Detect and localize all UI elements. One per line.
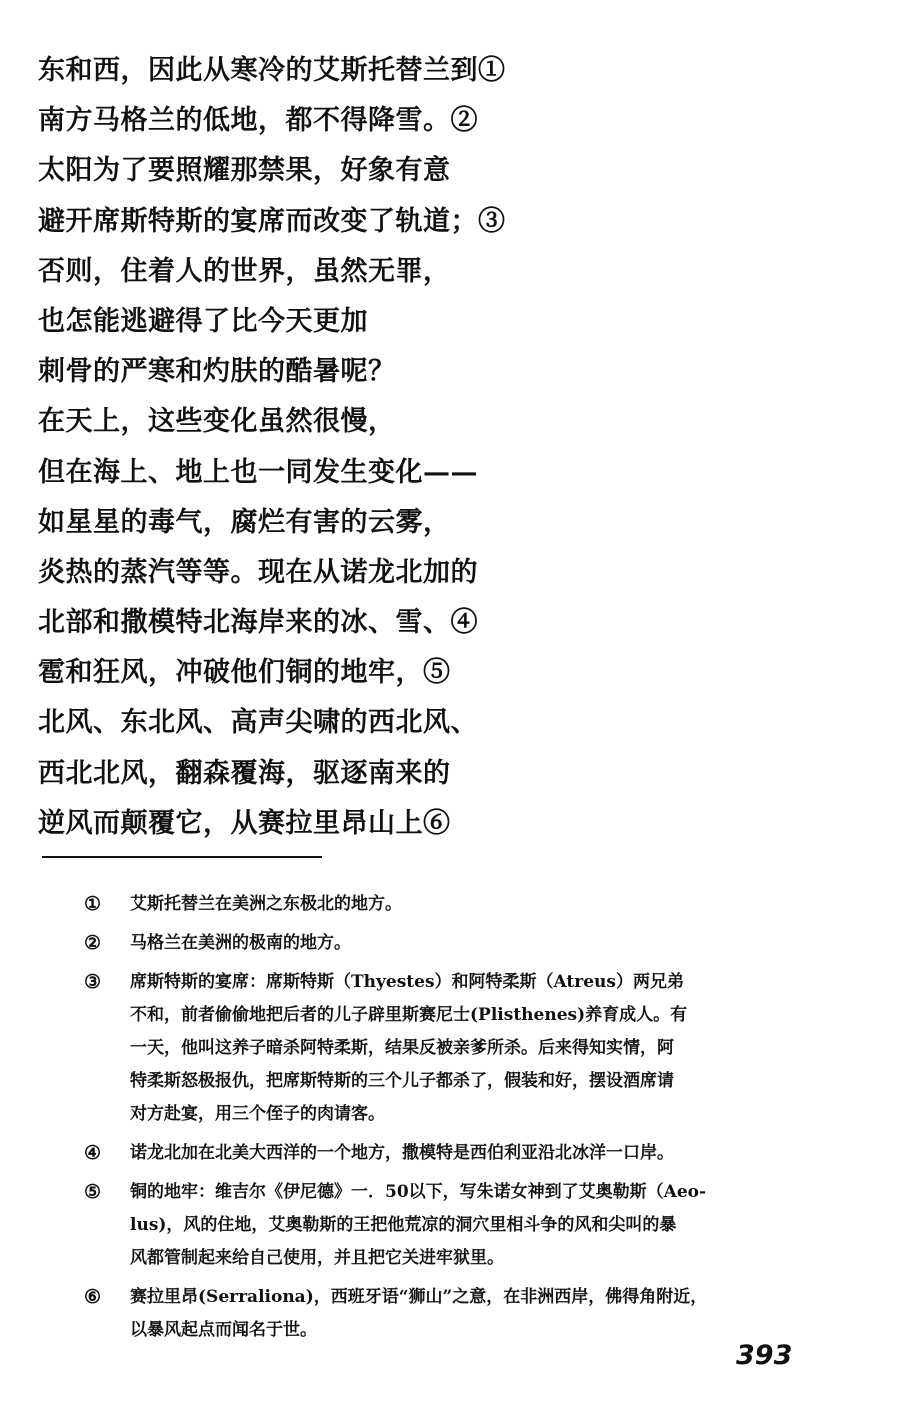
footnote	[84, 927, 814, 960]
footnote	[84, 1281, 814, 1347]
verse-line: 刺骨的严寒和灼肤的酷暑呢？	[38, 356, 396, 388]
footnote-text: 艾斯托替兰在美洲之东极北的地方。	[130, 894, 402, 914]
footnote	[84, 1176, 814, 1275]
footnote	[84, 1137, 814, 1170]
footnote-divider	[42, 856, 322, 858]
footnote-text: 马格兰在美洲的极南的地方。	[130, 933, 351, 953]
page-number: 393	[736, 1340, 793, 1371]
verse-line: 否则，住着人的世界，虽然无罪，	[38, 255, 451, 287]
verse-line: 但在海上、地上也一同发生变化——	[38, 456, 478, 488]
footnote	[84, 966, 814, 1131]
verse-block	[38, 46, 838, 849]
verse-line: 逆风而颠覆它，从赛拉里昂山上⑥	[38, 807, 451, 839]
footnote-number: ⑥	[84, 1286, 102, 1308]
verse-line: 避开席斯特斯的宴席而改变了轨道；③	[38, 205, 506, 237]
footnote-text: 席斯特斯的宴席：席斯特斯（Thyestes）和阿特柔斯（Atreus）两兄弟 不和，前者偷偷地把后者的儿子辟里斯赛尼士(Plisthenes)养育成人。有 一天，他叫这养子暗杀阿特柔斯，结果反被亲爹所杀。后来得知实情，阿 特柔斯怒极报仇，把席斯特斯的三个儿子都杀了，假装和好，摆设酒席请 对方赴宴，用三个侄子的肉请客。	[130, 972, 688, 1124]
footnote-number: ③	[84, 971, 102, 993]
footnote-number: ②	[84, 932, 102, 954]
footnotes	[84, 888, 814, 1353]
footnote-text: 诺龙北加在北美大西洋的一个地方，撒模特是西伯利亚沿北冰洋一口岸。	[130, 1143, 674, 1163]
verse-line: 也怎能逃避得了比今天更加	[38, 305, 368, 337]
footnote-text: 铜的地牢：维吉尔《伊尼德》一．50以下，写朱诺女神到了艾奥勒斯（Aeo- lus)，风的住地，艾奥勒斯的王把他荒凉的洞穴里相斗争的风和尖叫的暴 风都管制起来给自己使用，并且把它关进牢狱里。	[130, 1182, 707, 1268]
footnote-number: ①	[84, 893, 102, 915]
verse-line: 在天上，这些变化虽然很慢，	[38, 406, 396, 438]
verse-line: 西北北风，翻森覆海，驱逐南来的	[38, 757, 451, 789]
verse-line: 南方马格兰的低地，都不得降雪。②	[38, 105, 478, 137]
verse-line: 东和西，因此从寒冷的艾斯托替兰到①	[38, 55, 506, 86]
footnote-number: ④	[84, 1142, 102, 1164]
footnote-text: 赛拉里昂(Serraliona)，西班牙语“狮山”之意，在非洲西岸，佛得角附近， 以暴风起点而闻名于世。	[130, 1287, 708, 1340]
footnote-number: ⑤	[84, 1181, 102, 1203]
verse-line: 太阳为了要照耀那禁果，好象有意	[38, 155, 451, 187]
verse-line: 雹和狂风，冲破他们铜的地牢，⑤	[38, 657, 451, 689]
verse-line: 炎热的蒸汽等等。现在从诺龙北加的	[38, 556, 478, 588]
verse-line: 北风、东北风、高声尖啸的西北风、	[38, 707, 478, 739]
footnote	[84, 888, 814, 921]
verse-line: 北部和撒模特北海岸来的冰、雪、④	[38, 607, 478, 639]
verse-line: 如星星的毒气，腐烂有害的云雾，	[38, 506, 451, 538]
